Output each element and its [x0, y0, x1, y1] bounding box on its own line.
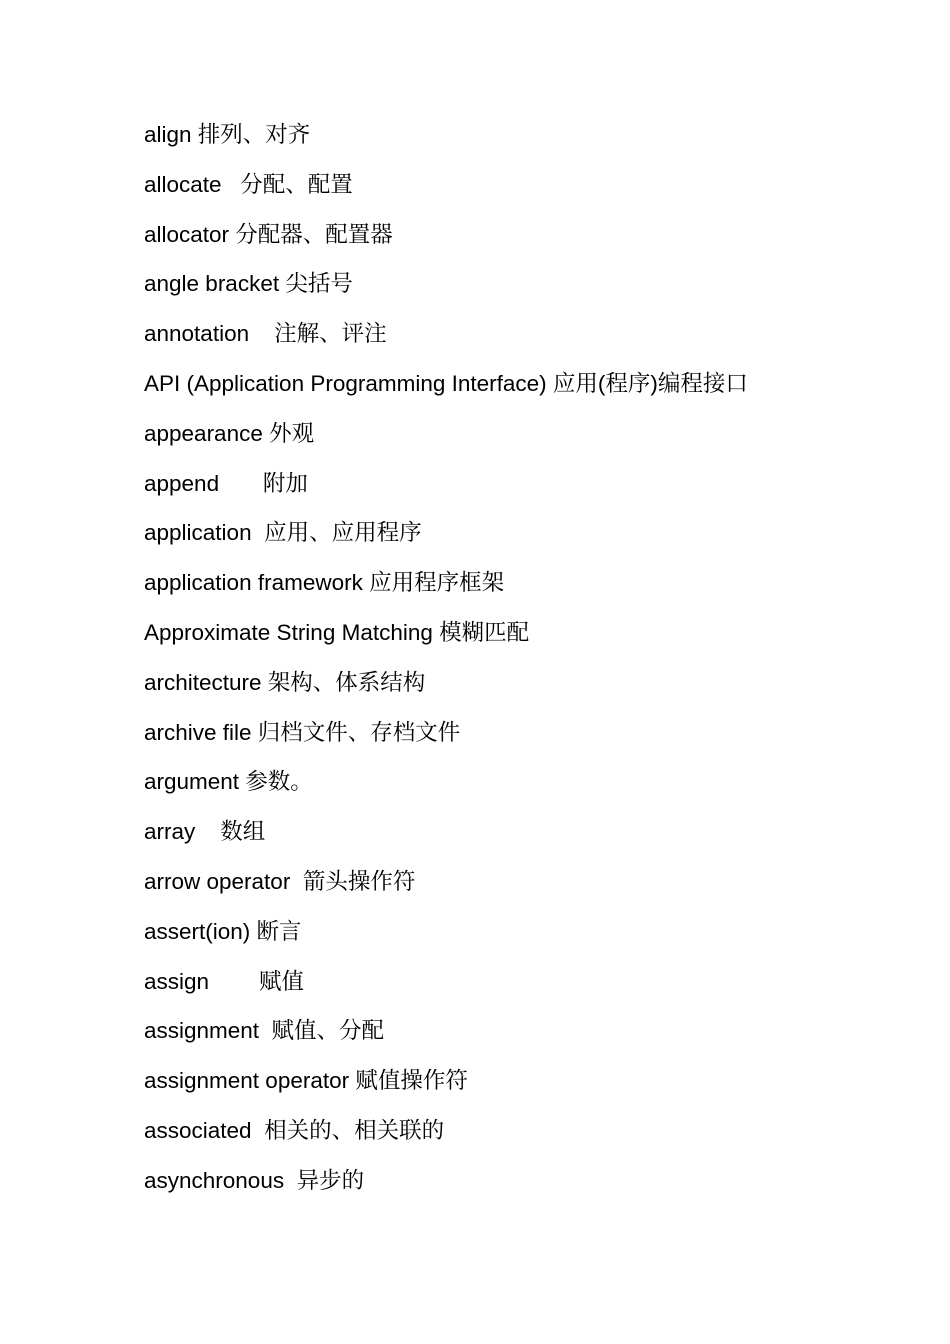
glossary-entry: associated 相关的、相关联的: [144, 1117, 445, 1143]
glossary-entry: assign 赋值: [144, 968, 305, 994]
glossary-entry: API (Application Programming Interface) 应用(程序)编程接口: [144, 370, 748, 396]
glossary-entry: arrow operator 箭头操作符: [144, 868, 416, 894]
glossary-entry: assignment 赋值、分配: [144, 1018, 385, 1044]
glossary-entry: align 排列、对齐: [144, 122, 311, 147]
glossary-entry: array 数组: [144, 819, 266, 845]
glossary-entry: archive file 归档文件、存档文件: [144, 719, 461, 745]
glossary-entry: append 附加: [144, 470, 308, 496]
glossary-entry: allocator 分配器、配置器: [144, 221, 393, 247]
glossary-entry: architecture 架构、体系结构: [144, 669, 426, 695]
glossary-entry: application framework 应用程序框架: [144, 570, 505, 596]
glossary-entry: application 应用、应用程序: [144, 520, 422, 546]
glossary-entry: annotation 注解、评注: [144, 321, 387, 347]
glossary-entry: assignment operator 赋值操作符: [144, 1068, 468, 1094]
glossary-entry: Approximate String Matching 模糊匹配: [144, 619, 530, 645]
glossary-entry: allocate 分配、配置: [144, 171, 353, 197]
glossary-entry: appearance 外观: [144, 420, 315, 446]
glossary-list: [144, 115, 748, 1211]
glossary-entry: asynchronous 异步的: [144, 1167, 365, 1193]
glossary-entry: assert(ion) 断言: [144, 918, 302, 944]
glossary-entry: argument 参数。: [144, 769, 313, 795]
glossary-entry: angle bracket 尖括号: [144, 271, 353, 297]
